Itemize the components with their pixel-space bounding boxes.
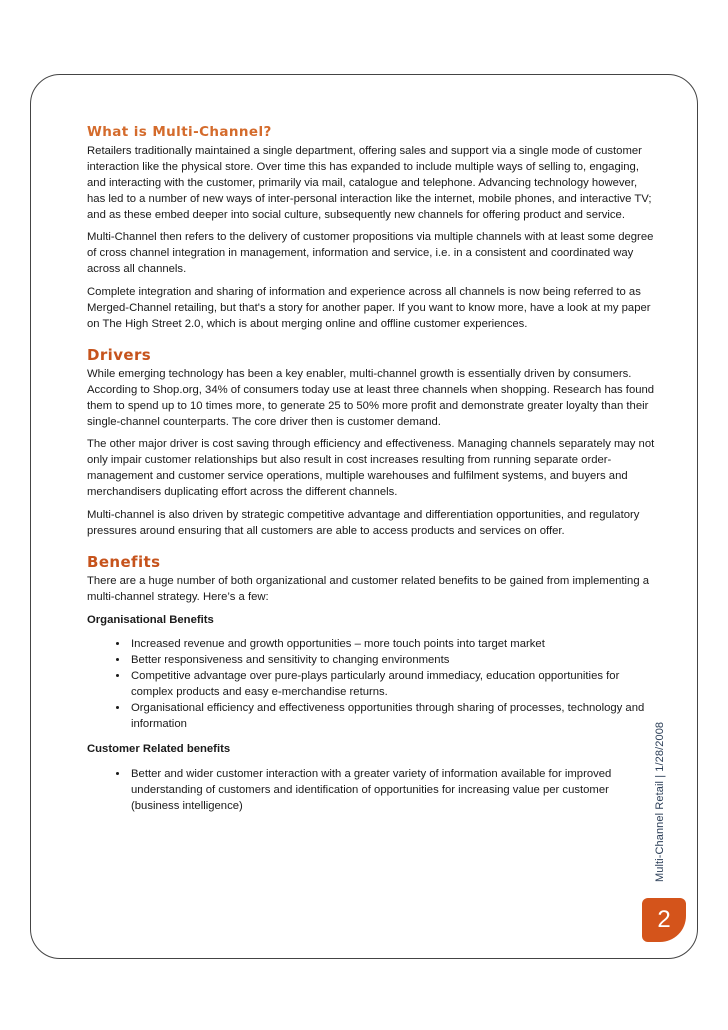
paragraph: Multi-channel is also driven by strategic competitive advantage and differentiation opportunities, and regulatory pressures around ensuring that all customers are able to access products and services on offer.	[87, 509, 640, 537]
paragraph: While emerging technology has been a key enabler, multi-channel growth is essentially driven by consumers. According to Shop.org, 34% of consumers today use at least three channels when shopping. Research has found them to spend up to 10 times more, to generate 25 to 50% more profit and demonstrate greater loyalty than their single-channel counterparts. The core driver then is customer demand.	[87, 367, 655, 428]
section-heading-drivers: Drivers	[87, 345, 152, 364]
document-body	[87, 125, 657, 824]
list-item: • Better responsiveness and sensitivity to changing environments	[129, 653, 657, 669]
list-item: • Better and wider customer interaction with a greater variety of information available for improved understanding of customers and identification of opportunities for increasing value per customer (business intelligence)	[129, 767, 657, 815]
subheading-customer-benefits: Customer Related benefits	[87, 742, 231, 755]
subheading-organisational-benefits: Organisational Benefits	[87, 613, 214, 626]
paragraph: The other major driver is cost saving through efficiency and effectiveness. Managing channels separately may not only impair customer relationships but also result in cost increases resulting from running separate order-management and customer service operations, multiple warehouses and fulfilment systems, and buyers and merchandisers duplicating effort across the different channels.	[87, 438, 655, 499]
section-heading-benefits: Benefits	[87, 552, 161, 571]
page-number-badge: 2	[642, 898, 686, 942]
paragraph: Retailers traditionally maintained a single department, offering sales and support via a single mode of customer interaction like the physical store. Over time this has expanded to include multiple ways of selling to, engaging, and interacting with the customer, primarily via mail, catalogue and telephone. Advancing technology however, has led to a number of new ways of inter-personal interaction like the internet, mobile phones, and interactive TV; and as these embed deeper into social culture, subsequently new channels for offering product and service.	[87, 144, 652, 221]
list-item: • Increased revenue and growth opportunities – more touch points into target market	[129, 637, 657, 653]
sidebar-document-label: Multi-Channel Retail | 1/28/2008	[654, 721, 666, 882]
section-heading-multichannel: What is Multi-Channel?	[87, 124, 272, 140]
list-item: • Organisational efficiency and effectiveness opportunities through sharing of processes, technology and information	[129, 701, 657, 733]
customer-benefits-list	[87, 767, 657, 815]
organisational-benefits-list	[87, 637, 657, 732]
paragraph: Multi-Channel then refers to the delivery of customer propositions via multiple channels with at least some degree of cross channel integration in management, information and service, i.e. in a consistent and coordinated way across all channels.	[87, 231, 654, 276]
paragraph: Complete integration and sharing of information and experience across all channels is now being referred to as Merged-Channel retailing, but that's a story for another paper. If you want to know more, have a look at my paper on The High Street 2.0, which is about merging online and offline customer experiences.	[87, 286, 651, 330]
paragraph: There are a huge number of both organizational and customer related benefits to be gained from implementing a multi-channel strategy. Here’s a few:	[87, 574, 650, 603]
list-item: • Competitive advantage over pure-plays particularly around immediacy, education opportunities for complex products and easy e-merchandise returns.	[129, 669, 657, 701]
